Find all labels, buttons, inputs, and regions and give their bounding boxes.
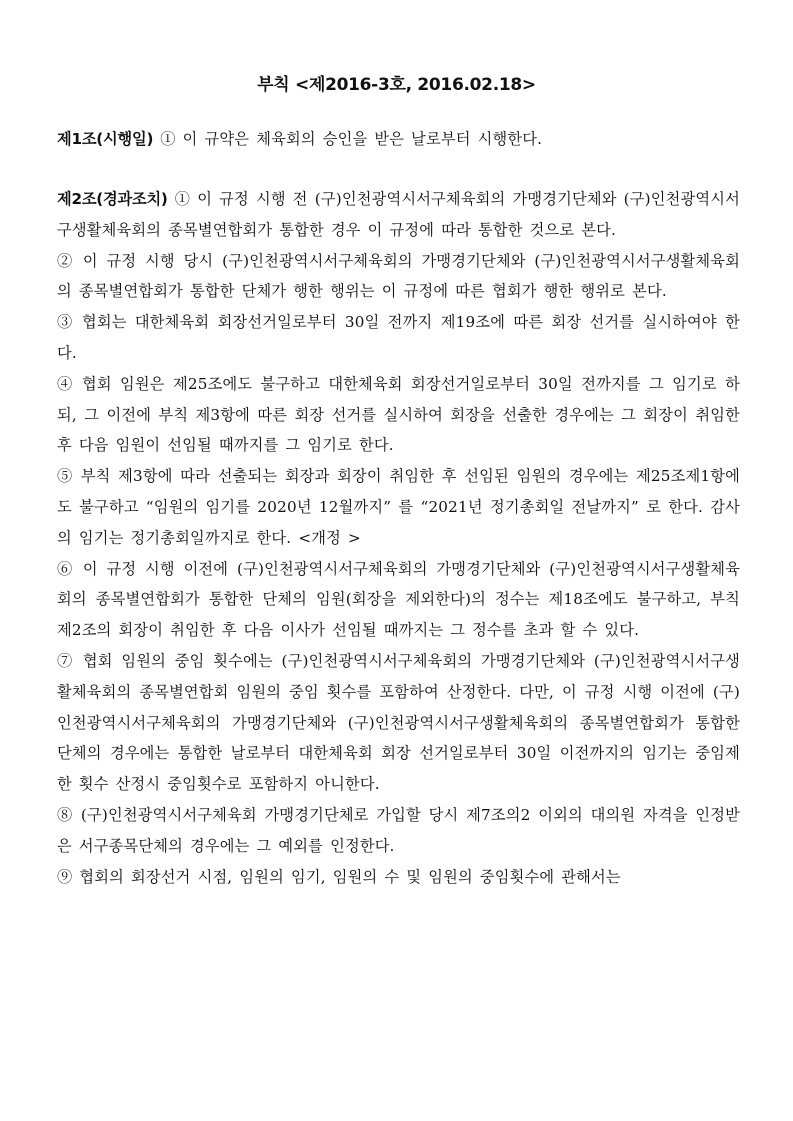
article-2-paragraph-3: ③ 협회는 대한체육회 회장선거일로부터 30일 전까지 제19조에 따른 회장 선거를 실시하여야 한다. [57, 313, 740, 362]
article-2-paragraph-6: ⑥ 이 규정 시행 이전에 (구)인천광역시서구체육회의 가맹경기단체와 (구)인천광역시서구생활체육회의 종목별연합회가 통합한 단체의 임원(회장을 제외한다)의 정수는 제18조에도 불구하고, 부칙 제2조의 회장이 취임한 후 다음 이사가 선임될 때까지는 그 정수를 초과 할 수 있다. [57, 559, 740, 640]
article-2-heading: 제2조(경과조치) [57, 190, 168, 208]
article-1 [57, 124, 740, 155]
article-2-paragraph-9: ⑨ 협회의 회장선거 시점, 임원의 임기, 임원의 수 및 임원의 중임횟수에 관해서는 [57, 867, 621, 886]
article-2-paragraph-8: ⑧ (구)인천광역시서구체육회 가맹경기단체로 가입할 당시 제7조의2 이외의 대의원 자격을 인정받은 서구종목단체의 경우에는 그 예외를 인정한다. [57, 805, 740, 855]
article-2-paragraph-5: ⑤ 부칙 제3항에 따라 선출되는 회장과 회장이 취임한 후 선임된 임원의 경우에는 제25조제1항에도 불구하고 “임원의 임기를 2020년 12월까지” 를 “2021년 정기총회일 전날까지” 로 한다. 감사의 임기는 정기총회일까지로 한다. <개정 > [57, 467, 740, 547]
article-2-paragraph-1 [57, 184, 740, 246]
article-2-paragraph-4: ④ 협회 임원은 제25조에도 불구하고 대한체육회 회장선거일로부터 30일 전까지를 그 임기로 하되, 그 이전에 부칙 제3항에 따른 회장 선거를 실시하여 회장을 선출한 경우에는 그 회장이 취임한 후 다음 임원이 선임될 때까지를 그 임기로 한다. [57, 374, 740, 455]
article-2-paragraph-2: ② 이 규정 시행 당시 (구)인천광역시서구체육회의 가맹경기단체와 (구)인천광역시서구생활체육회의 종목별연합회가 통합한 단체가 행한 행위는 이 규정에 따른 협회가 행한 행위로 본다. [57, 251, 740, 301]
article-2-paragraph-7: ⑦ 협회 임원의 중임 횟수에는 (구)인천광역시서구체육회의 가맹경기단체와 (구)인천광역시서구생활체육회의 종목별연합회 임원의 중임 횟수를 포함하여 산정한다. 다만, 이 규정 시행 이전에 (구)인천광역시서구체육회의 가맹경기단체와 (구)인천광역시서구생활체육회의 종목별연합회가 통합한 단체의 경우에는 통합한 날로부터 대한체육회 회장 선거일로부터 30일 이전까지의 임기는 중임제한 횟수 산정시 중임횟수로 포함하지 아니한다. [57, 651, 740, 794]
paragraph-text: ① 이 규정 시행 전 (구)인천광역시서구체육회의 가맹경기단체와 (구)인천광역시서구생활체육회의 종목별연합회가 통합한 경우 이 규정에 따라 통합한 것으로 본다. [57, 190, 740, 239]
page-title: 부칙 <제2016-3호, 2016.02.18> [257, 75, 536, 95]
article-1-text: ① 이 규약은 체육회의 승인을 받은 날로부터 시행한다. [153, 130, 543, 148]
article-1-paragraph [57, 124, 740, 155]
article-1-heading: 제1조(시행일) [57, 130, 154, 148]
article-2 [57, 184, 740, 892]
